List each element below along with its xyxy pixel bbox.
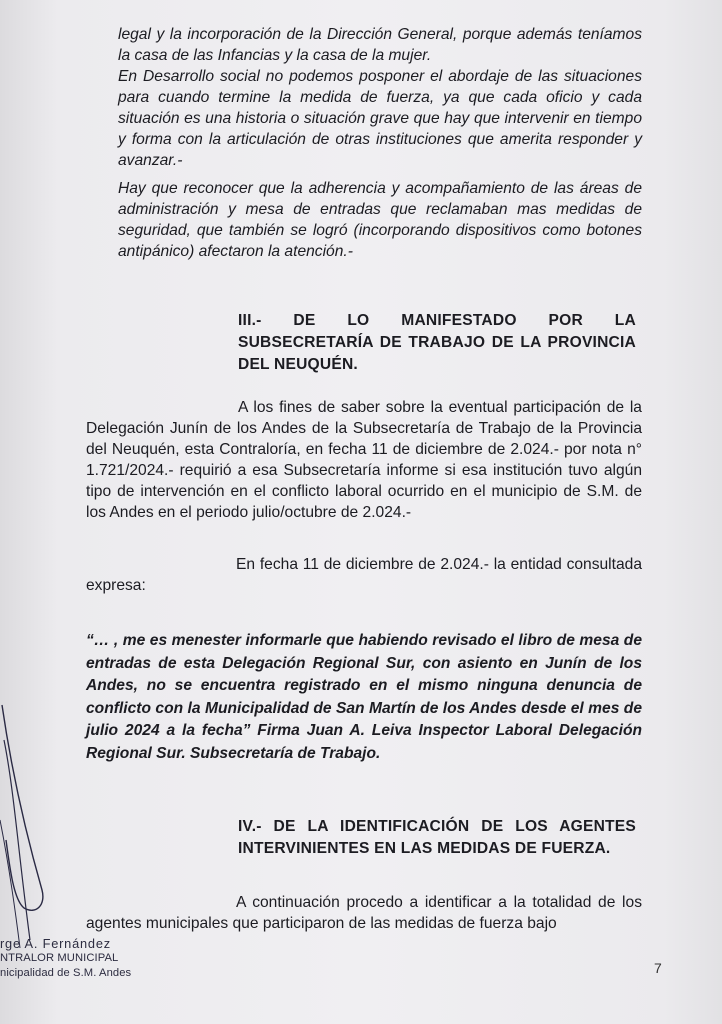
paragraph-adherencia: Hay que reconocer que la adherencia y acompañamiento de las áreas de administración y mesa de entradas que reclamaban mas medidas de seguridad, que también se logró (incorporando dispositivos como botones antipánico) afectaron la atención.- (118, 180, 642, 260)
paragraph-desarrollo-social: En Desarrollo social no podemos posponer el abordaje de las situaciones para cuando termine la medida de fuerza, ya que cada oficio y cada situación es una historia o situación grave que hay que intervenir en tiempo y forma con la articulación de otras instituciones que amerita responder y avanzar.- (118, 68, 642, 169)
stamp-title: NTRALOR MUNICIPAL (0, 952, 119, 964)
paragraph-continuation: legal y la incorporación de la Dirección General, porque además teníamos la casa de las Infancias y la casa de la mujer. (118, 26, 642, 64)
section-heading-iii: III.- DE LO MANIFESTADO POR LA SUBSECRETARÍA DE TRABAJO DE LA PROVINCIA DEL NEUQUÉN. (238, 312, 636, 373)
page-number: 7 (654, 960, 662, 976)
handwritten-signature-icon (0, 700, 90, 950)
section-heading-iv: IV.- DE LA IDENTIFICACIÓN DE LOS AGENTES INTERVINIENTES EN LAS MEDIDAS DE FUERZA. (238, 818, 636, 857)
paragraph-section-iii-body: A los fines de saber sobre la eventual participación de la Delegación Junín de los Andes de la Subsecretaría de Trabajo de la Provincia del Neuquén, esta Contraloría, en fecha 11 de diciembre de 2.024.- por nota n° 1.721/2024.- requirió a esa Subsecretaría informe si esa institución tuvo algún tipo de intervención en el conflicto laboral ocurrido en el municipio de S.M. de los Andes en el periodo julio/octubre de 2.024.- (86, 399, 642, 521)
stamp-entity: nicipalidad de S.M. Andes (0, 967, 132, 979)
official-stamp (0, 936, 131, 981)
stamp-name: rge A. Fernández (0, 936, 111, 951)
quoted-response: “… , me es menester informarle que habiendo revisado el libro de mesa de entradas de esta Delegación Regional Sur, con asiento en Junín de los Andes, no se encuentra registrado en el mismo ninguna denuncia de conflicto con la Municipalidad de San Martín de los Andes desde el mes de julio 2024 a la fecha” Firma Juan A. Leiva Inspector Laboral Delegación Regional Sur. Subsecretaría de Trabajo. (86, 632, 642, 762)
paragraph-section-iv-body: A continuación procedo a identificar a la totalidad de los agentes municipales que participaron de las medidas de fuerza bajo (86, 894, 642, 932)
paragraph-response-intro: En fecha 11 de diciembre de 2.024.- la entidad consultada expresa: (86, 556, 642, 594)
